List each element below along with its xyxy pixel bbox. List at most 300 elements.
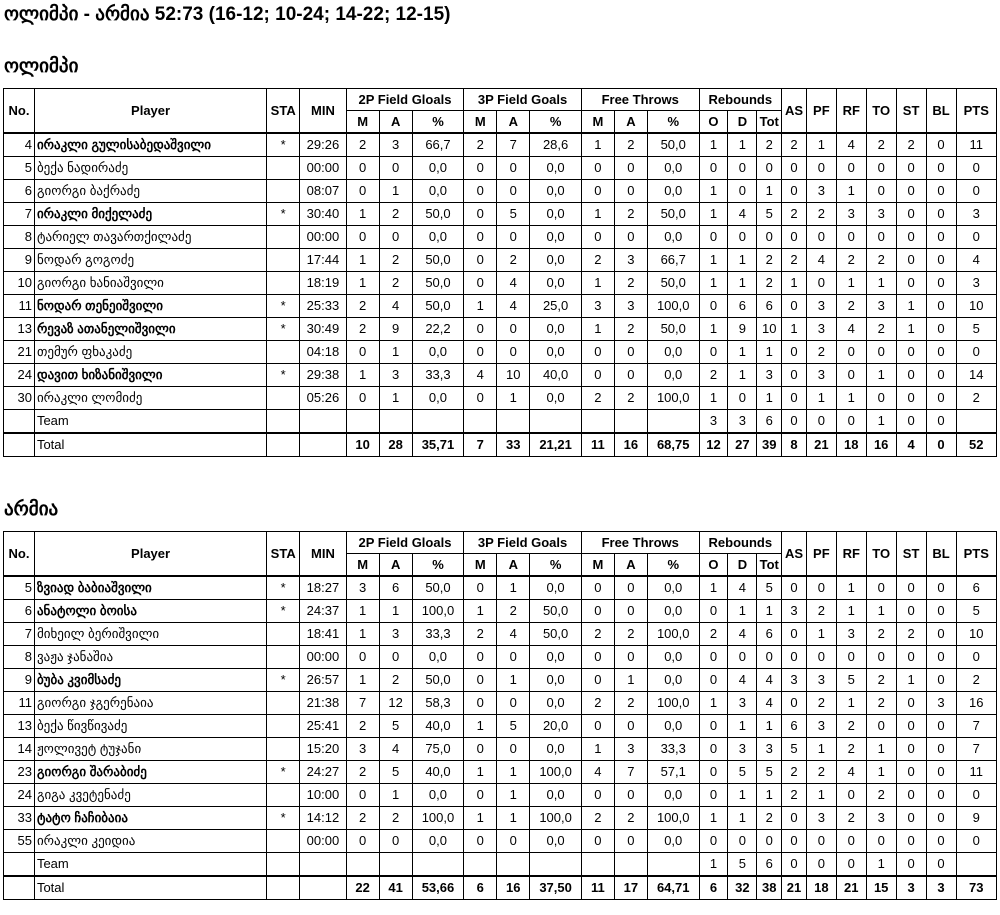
player-name: ჟოლივეტ ტუჯანი [34, 738, 266, 761]
stat-ftm: 0 [581, 669, 614, 692]
stat-p2a: 0 [379, 157, 412, 180]
header-player: Player [34, 532, 266, 577]
stat-rf: 1 [836, 600, 866, 623]
total-row [4, 876, 997, 900]
stat-bl: 3 [926, 692, 956, 715]
stat-st: 0 [896, 784, 926, 807]
stat-p3p: 20,0 [530, 715, 582, 738]
stat-ftp: 0,0 [647, 364, 699, 387]
minutes: 10:00 [300, 784, 346, 807]
stat-as: 0 [782, 853, 807, 877]
stat-p2p: 0,0 [412, 830, 464, 853]
stat-to: 0 [866, 830, 896, 853]
starter-mark [267, 692, 300, 715]
player-name: ბექა ნადირაძე [34, 157, 266, 180]
player-number: 11 [4, 295, 35, 318]
stat-p2p: 40,0 [412, 761, 464, 784]
stat-p2a: 3 [379, 364, 412, 387]
stat-tot: 2 [757, 249, 782, 272]
stat-as: 8 [782, 433, 807, 457]
stat-p2m: 3 [346, 738, 379, 761]
stat-d: 1 [728, 249, 757, 272]
stat-p3m: 1 [464, 715, 497, 738]
player-number: 8 [4, 226, 35, 249]
stat-rf: 1 [836, 272, 866, 295]
stat-pf: 3 [806, 715, 836, 738]
stat-p2a: 0 [379, 646, 412, 669]
stat-tot: 5 [757, 203, 782, 226]
stat-to: 0 [866, 715, 896, 738]
player-row [4, 203, 997, 226]
stat-fta: 0 [614, 600, 647, 623]
player-row [4, 387, 997, 410]
minutes: 04:18 [300, 341, 346, 364]
team-name: არმია [4, 499, 59, 520]
player-row [4, 669, 997, 692]
stat-st: 0 [896, 341, 926, 364]
stat-d: 3 [728, 738, 757, 761]
stat-fta: 3 [614, 738, 647, 761]
stat-p3p: 50,0 [530, 600, 582, 623]
stat-tot: 6 [757, 295, 782, 318]
player-number: 4 [4, 133, 35, 157]
stat-o: 0 [699, 157, 728, 180]
stat-p2a: 2 [379, 807, 412, 830]
stat-ftp: 66,7 [647, 249, 699, 272]
stat-d: 1 [728, 715, 757, 738]
stat-p2a: 4 [379, 738, 412, 761]
player-row [4, 600, 997, 623]
stat-p2m: 7 [346, 692, 379, 715]
stat-pts: 0 [956, 341, 997, 364]
team-no [4, 853, 35, 877]
stat-bl: 0 [926, 387, 956, 410]
starter-mark [267, 387, 300, 410]
stat-pts: 3 [956, 272, 997, 295]
stat-st: 0 [896, 157, 926, 180]
empty-cell [956, 853, 997, 877]
stat-fta: 7 [614, 761, 647, 784]
stat-p2m: 2 [346, 295, 379, 318]
stat-rf: 21 [836, 876, 866, 900]
stat-p2a: 6 [379, 576, 412, 600]
player-name: ზვიად ბაბიაშვილი [34, 576, 266, 600]
player-name: მიხეილ ბერიშვილი [34, 623, 266, 646]
stat-fta: 1 [614, 669, 647, 692]
minutes: 25:33 [300, 295, 346, 318]
stat-to: 0 [866, 646, 896, 669]
stat-tot: 38 [757, 876, 782, 900]
stat-ftp: 57,1 [647, 761, 699, 784]
player-name: ირაკლი გულისაბედაშვილი [34, 133, 266, 157]
stat-p3a: 4 [497, 623, 530, 646]
stat-tot: 1 [757, 600, 782, 623]
stat-tot: 6 [757, 410, 782, 434]
stat-p3p: 0,0 [530, 341, 582, 364]
stat-p2a: 1 [379, 600, 412, 623]
stat-p3m: 0 [464, 318, 497, 341]
header-free-throws: Free Throws [581, 89, 699, 111]
stat-pts: 2 [956, 387, 997, 410]
header-attempted: A [497, 111, 530, 134]
stat-p3a: 1 [497, 387, 530, 410]
empty-cell [379, 410, 412, 434]
stat-fta: 2 [614, 623, 647, 646]
empty-cell [464, 853, 497, 877]
stat-tot: 6 [757, 853, 782, 877]
stat-p3m: 1 [464, 295, 497, 318]
stat-d: 1 [728, 807, 757, 830]
total-no [4, 876, 35, 900]
stat-p2p: 0,0 [412, 646, 464, 669]
stat-p2m: 1 [346, 623, 379, 646]
stat-p2a: 2 [379, 272, 412, 295]
stat-p2p: 33,3 [412, 623, 464, 646]
stat-rf: 1 [836, 387, 866, 410]
minutes: 29:38 [300, 364, 346, 387]
stat-bl: 0 [926, 830, 956, 853]
stat-o: 0 [699, 830, 728, 853]
stat-o: 1 [699, 133, 728, 157]
header-pts: PTS [956, 89, 997, 134]
minutes: 17:44 [300, 249, 346, 272]
header-attempted: A [379, 111, 412, 134]
stat-ftm: 2 [581, 807, 614, 830]
stat-pf: 18 [806, 876, 836, 900]
minutes: 08:07 [300, 180, 346, 203]
stat-fta: 0 [614, 576, 647, 600]
player-number: 24 [4, 364, 35, 387]
stat-d: 3 [728, 692, 757, 715]
header-rf: RF [836, 532, 866, 577]
stat-p2a: 1 [379, 784, 412, 807]
stat-ftm: 0 [581, 646, 614, 669]
stat-pts: 0 [956, 830, 997, 853]
header-pf: PF [806, 532, 836, 577]
empty-cell [300, 433, 346, 457]
stat-p3a: 5 [497, 203, 530, 226]
stat-pts: 10 [956, 623, 997, 646]
stat-p3m: 6 [464, 876, 497, 900]
player-row [4, 341, 997, 364]
stat-to: 0 [866, 576, 896, 600]
header-as: AS [782, 532, 807, 577]
stat-tot: 10 [757, 318, 782, 341]
minutes: 30:40 [300, 203, 346, 226]
starter-mark: * [267, 295, 300, 318]
header-defensive: D [728, 111, 757, 134]
stat-to: 15 [866, 876, 896, 900]
stat-pf: 3 [806, 807, 836, 830]
stat-p3m: 1 [464, 600, 497, 623]
player-name: ნოდარ თენეიშვილი [34, 295, 266, 318]
stat-p3p: 37,50 [530, 876, 582, 900]
stat-to: 3 [866, 807, 896, 830]
stat-st: 0 [896, 853, 926, 877]
stat-p3a: 33 [497, 433, 530, 457]
stat-p2a: 0 [379, 830, 412, 853]
stat-p3p: 0,0 [530, 180, 582, 203]
stat-p2a: 12 [379, 692, 412, 715]
starter-mark: * [267, 364, 300, 387]
stat-pf: 0 [806, 853, 836, 877]
minutes: 29:26 [300, 133, 346, 157]
player-number: 13 [4, 715, 35, 738]
player-number: 7 [4, 623, 35, 646]
stat-pf: 1 [806, 133, 836, 157]
stat-d: 32 [728, 876, 757, 900]
stat-as: 2 [782, 203, 807, 226]
stat-p2p: 50,0 [412, 576, 464, 600]
stat-as: 0 [782, 387, 807, 410]
stat-st: 0 [896, 830, 926, 853]
header-as: AS [782, 89, 807, 134]
stat-p3p: 0,0 [530, 738, 582, 761]
header-attempted: A [379, 554, 412, 577]
stat-tot: 0 [757, 157, 782, 180]
stat-as: 0 [782, 646, 807, 669]
stat-p3m: 0 [464, 669, 497, 692]
minutes: 25:41 [300, 715, 346, 738]
stat-fta: 2 [614, 133, 647, 157]
stat-p2p: 0,0 [412, 157, 464, 180]
stat-p3p: 40,0 [530, 364, 582, 387]
stat-p3a: 7 [497, 133, 530, 157]
stat-as: 0 [782, 807, 807, 830]
stat-o: 3 [699, 410, 728, 434]
stat-fta: 0 [614, 830, 647, 853]
empty-cell [614, 410, 647, 434]
stat-pf: 1 [806, 623, 836, 646]
stat-st: 0 [896, 761, 926, 784]
stat-pf: 0 [806, 576, 836, 600]
stat-p3p: 0,0 [530, 387, 582, 410]
stat-rf: 0 [836, 830, 866, 853]
player-row [4, 646, 997, 669]
stat-tot: 4 [757, 692, 782, 715]
player-name: ბუბა კვიმსაძე [34, 669, 266, 692]
player-name: ვაჟა ჯანაშია [34, 646, 266, 669]
stat-p2m: 0 [346, 226, 379, 249]
stat-p2p: 50,0 [412, 295, 464, 318]
header-rf: RF [836, 89, 866, 134]
team-row [4, 853, 997, 877]
stat-st: 1 [896, 318, 926, 341]
stat-as: 0 [782, 341, 807, 364]
stat-pf: 1 [806, 387, 836, 410]
stat-p3a: 0 [497, 226, 530, 249]
stat-ftp: 0,0 [647, 830, 699, 853]
header-percent: % [412, 111, 464, 134]
player-number: 23 [4, 761, 35, 784]
stat-p2a: 5 [379, 761, 412, 784]
stat-ftp: 0,0 [647, 180, 699, 203]
stat-ftm: 4 [581, 761, 614, 784]
stat-o: 0 [699, 784, 728, 807]
stat-o: 0 [699, 226, 728, 249]
stat-rf: 0 [836, 364, 866, 387]
stat-d: 0 [728, 830, 757, 853]
minutes: 00:00 [300, 157, 346, 180]
stat-pf: 2 [806, 203, 836, 226]
stat-tot: 0 [757, 646, 782, 669]
player-number: 6 [4, 600, 35, 623]
stat-fta: 0 [614, 157, 647, 180]
minutes: 18:19 [300, 272, 346, 295]
stat-bl: 0 [926, 784, 956, 807]
empty-cell [300, 876, 346, 900]
stat-o: 0 [699, 738, 728, 761]
stat-o: 1 [699, 807, 728, 830]
minutes: 05:26 [300, 387, 346, 410]
stat-ftp: 0,0 [647, 784, 699, 807]
stat-ftp: 0,0 [647, 157, 699, 180]
stat-d: 6 [728, 295, 757, 318]
stat-tot: 0 [757, 830, 782, 853]
stat-p2a: 2 [379, 203, 412, 226]
player-number: 14 [4, 738, 35, 761]
stat-p3a: 16 [497, 876, 530, 900]
player-row [4, 318, 997, 341]
stat-to: 0 [866, 180, 896, 203]
stat-st: 1 [896, 669, 926, 692]
starter-mark [267, 738, 300, 761]
stat-p3a: 0 [497, 157, 530, 180]
stat-p2a: 5 [379, 715, 412, 738]
stat-o: 1 [699, 387, 728, 410]
stat-p3m: 0 [464, 249, 497, 272]
minutes: 26:57 [300, 669, 346, 692]
stat-ftp: 0,0 [647, 226, 699, 249]
stat-fta: 2 [614, 692, 647, 715]
stat-p3m: 0 [464, 784, 497, 807]
minutes: 15:20 [300, 738, 346, 761]
stat-as: 21 [782, 876, 807, 900]
stat-to: 3 [866, 295, 896, 318]
stat-tot: 4 [757, 669, 782, 692]
stat-o: 1 [699, 318, 728, 341]
stat-pts: 11 [956, 761, 997, 784]
stat-rf: 0 [836, 341, 866, 364]
stat-p3a: 0 [497, 318, 530, 341]
header-2p-field-goals: 2P Field Gloals [346, 89, 464, 111]
starter-mark: * [267, 600, 300, 623]
player-row [4, 295, 997, 318]
stat-p3m: 1 [464, 761, 497, 784]
stat-pts: 0 [956, 646, 997, 669]
stat-fta: 0 [614, 180, 647, 203]
stat-to: 0 [866, 387, 896, 410]
stat-st: 3 [896, 876, 926, 900]
header-percent: % [530, 554, 582, 577]
stat-as: 0 [782, 226, 807, 249]
stat-ftp: 0,0 [647, 669, 699, 692]
stat-d: 1 [728, 364, 757, 387]
stat-p2p: 100,0 [412, 600, 464, 623]
player-number: 5 [4, 576, 35, 600]
player-number: 33 [4, 807, 35, 830]
stat-fta: 17 [614, 876, 647, 900]
stat-pts: 3 [956, 203, 997, 226]
stat-p2m: 1 [346, 203, 379, 226]
stat-ftp: 100,0 [647, 623, 699, 646]
stat-d: 1 [728, 133, 757, 157]
stat-p2p: 0,0 [412, 784, 464, 807]
stat-st: 0 [896, 738, 926, 761]
stat-to: 1 [866, 600, 896, 623]
stat-to: 16 [866, 433, 896, 457]
player-row [4, 623, 997, 646]
stat-as: 3 [782, 669, 807, 692]
stat-bl: 3 [926, 876, 956, 900]
stat-o: 0 [699, 761, 728, 784]
stat-tot: 1 [757, 387, 782, 410]
stat-pts: 7 [956, 715, 997, 738]
starter-mark [267, 623, 300, 646]
stat-pts: 52 [956, 433, 997, 457]
stat-o: 6 [699, 876, 728, 900]
stat-p3m: 0 [464, 341, 497, 364]
stat-st: 0 [896, 203, 926, 226]
stat-p2p: 40,0 [412, 715, 464, 738]
stat-p3a: 0 [497, 341, 530, 364]
stat-to: 1 [866, 364, 896, 387]
stat-rf: 5 [836, 669, 866, 692]
header-bl: BL [926, 532, 956, 577]
player-row [4, 364, 997, 387]
empty-cell [614, 853, 647, 877]
stat-ftp: 50,0 [647, 133, 699, 157]
stat-bl: 0 [926, 133, 956, 157]
stat-ftm: 0 [581, 784, 614, 807]
stat-ftp: 50,0 [647, 203, 699, 226]
stat-st: 0 [896, 410, 926, 434]
player-row [4, 272, 997, 295]
stat-rf: 1 [836, 180, 866, 203]
stat-pts: 9 [956, 807, 997, 830]
stat-pf: 0 [806, 830, 836, 853]
stat-pts: 7 [956, 738, 997, 761]
stat-p2m: 1 [346, 364, 379, 387]
stat-p2m: 2 [346, 715, 379, 738]
stat-pts: 11 [956, 133, 997, 157]
stat-ftm: 1 [581, 738, 614, 761]
stat-rf: 2 [836, 295, 866, 318]
header-2p-field-goals: 2P Field Gloals [346, 532, 464, 554]
stat-p3m: 0 [464, 387, 497, 410]
stat-p2m: 22 [346, 876, 379, 900]
stat-bl: 0 [926, 646, 956, 669]
stat-o: 1 [699, 203, 728, 226]
starter-mark [267, 646, 300, 669]
stat-p2a: 41 [379, 876, 412, 900]
player-number: 24 [4, 784, 35, 807]
stat-p2a: 3 [379, 623, 412, 646]
player-number: 55 [4, 830, 35, 853]
stat-pf: 2 [806, 692, 836, 715]
stat-p3p: 0,0 [530, 784, 582, 807]
stat-tot: 5 [757, 576, 782, 600]
player-name: ირაკლი მიქელაძე [34, 203, 266, 226]
starter-mark: * [267, 576, 300, 600]
stat-bl: 0 [926, 341, 956, 364]
header-percent: % [530, 111, 582, 134]
header-no: No. [4, 89, 35, 134]
stat-bl: 0 [926, 738, 956, 761]
stat-ftm: 11 [581, 876, 614, 900]
stat-p2m: 2 [346, 761, 379, 784]
stat-as: 2 [782, 761, 807, 784]
